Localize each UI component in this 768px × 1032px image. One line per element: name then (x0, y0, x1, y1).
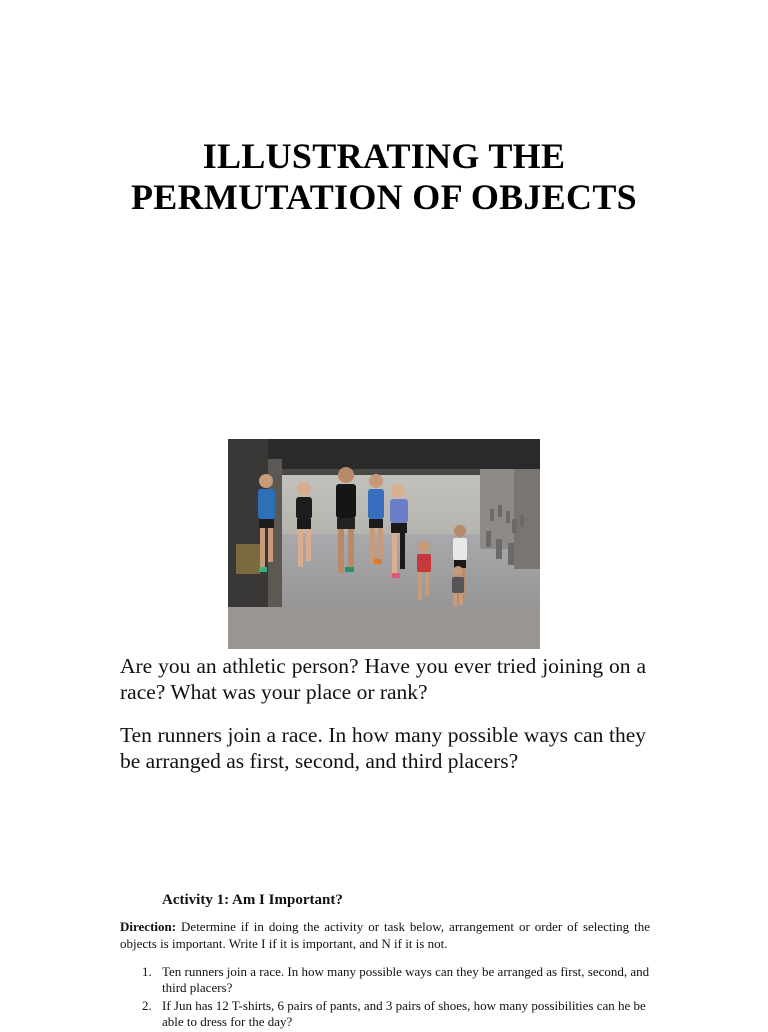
problem-question: Ten runners join a race. In how many possible ways can they be arranged as first, second, and third placers? (120, 723, 646, 773)
list-item (120, 964, 650, 996)
list-item (120, 998, 650, 1030)
title-line-1: ILLUSTRATING THE (202, 136, 566, 176)
item-number: 2. (142, 998, 152, 1013)
activity-section (120, 890, 650, 1032)
activity-direction (120, 918, 650, 952)
item-text: Ten runners join a race. In how many possible ways can they be arranged as first, second, and third placers? (162, 964, 650, 995)
activity-items-list (120, 964, 650, 1030)
intro-question: Are you an athletic person? Have you ever tried joining on a race? What was your place or rank? (120, 654, 646, 704)
page-title (60, 136, 708, 218)
activity-title: Activity 1: Am I Important? (162, 892, 343, 908)
race-runners-photo (228, 439, 540, 649)
item-number: 1. (142, 964, 152, 979)
title-line-2: PERMUTATION OF OBJECTS (131, 177, 637, 217)
direction-label: Direction: (120, 919, 177, 934)
direction-text: Determine if in doing the activity or task below, arrangement or order of selecting the objects is important. Write I if it is important, and N if it is not. (120, 919, 650, 951)
item-text: If Jun has 12 T-shirts, 6 pairs of pants, and 3 pairs of shoes, how many possibilities can he be able to dress for the day? (162, 998, 646, 1029)
